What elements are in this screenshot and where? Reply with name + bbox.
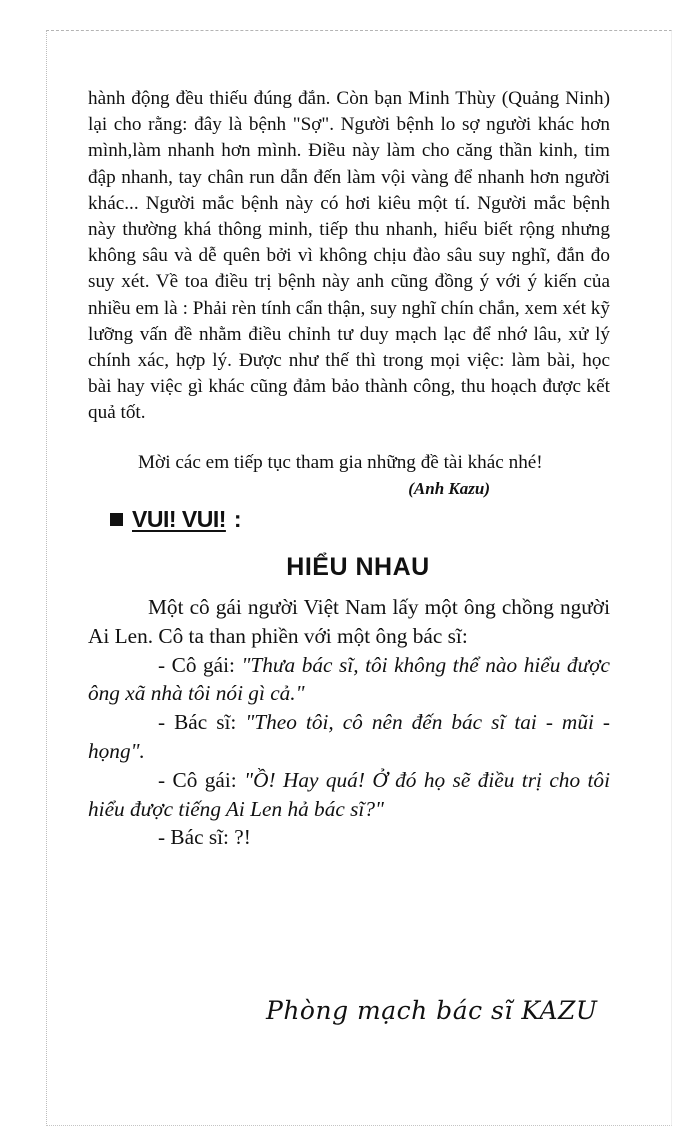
dialogue-speech: "Thưa bác sĩ, tôi không thể nào hiểu được ông xã nhà tôi nói gì cả." [88,652,610,706]
dialogue-line [88,651,610,709]
dialogue-speaker: - Bác sĩ: [158,825,235,850]
dialogue-speech: ?! [234,825,251,850]
footer-signature: Phòng mạch bác sĩ KAZU [266,996,598,1025]
article-body [88,86,610,427]
story-title: HIỂU NHAU [286,553,430,581]
dialogue-line [88,823,610,852]
section-heading [110,506,241,533]
dialogue-speaker: - Bác sĩ: [158,710,246,735]
dialogue-speaker: - Cô gái: [158,652,242,677]
author-signature: (Anh Kazu) [408,479,490,498]
dialogue-speech: "Ồ! Hay quá! Ở đó họ sẽ điều trị cho tôi hiểu được tiếng Ai Len hả bác sĩ?" [88,767,610,821]
dialogue-line [88,708,610,766]
closing-line: Mời các em tiếp tục tham gia những đề tài khác nhé! [138,452,543,473]
article-paragraph: hành động đều thiếu đúng đắn. Còn bạn Minh Thùy (Quảng Ninh) lại cho rằng: đây là bệnh "Sợ". Người bệnh lo sợ người khác hơn mình,làm nhanh hơn mình. Điều này làm cho căng thần kinh, tim đập nhanh, tay chân run dẫn đến làm vội vàng để nhanh hơn người khác... Người mắc bệnh này có hơi kiêu một tí. Người mắc bệnh này thường khá thông minh, tiếp thu nhanh, hiểu biết rộng nhưng không sâu và dễ quên bởi vì không chịu đào sâu suy nghĩ, đắn đo suy xét. Về toa điều trị bệnh này anh cũng đồng ý với ý kiến của nhiều em là : Phải rèn tính cẩn thận, suy nghĩ chín chắn, xem xét kỹ lưỡng vấn đề nhằm điều chỉnh tư duy mạch lạc để nhớ lâu, xử lý chính xác, hợp lý. Được như thế thì trong mọi việc: làm bài, học bài hay việc gì khác cũng đảm bảo thành công, thu hoạch được kết quả tốt. [88,88,610,424]
dialogue-speaker: - Cô gái: [158,767,245,792]
section-colon: : [233,506,242,532]
story-body [88,593,610,852]
black-square-icon [110,513,123,526]
story-intro: Một cô gái người Việt Nam lấy một ông chồng người Ai Len. Cô ta than phiền với một ông bác sĩ: [88,595,610,648]
dialogue-speech: "Theo tôi, cô nên đến bác sĩ tai - mũi - họng". [88,710,610,763]
section-label: VUI! VUI! [132,506,226,532]
dialogue-line [88,766,610,824]
